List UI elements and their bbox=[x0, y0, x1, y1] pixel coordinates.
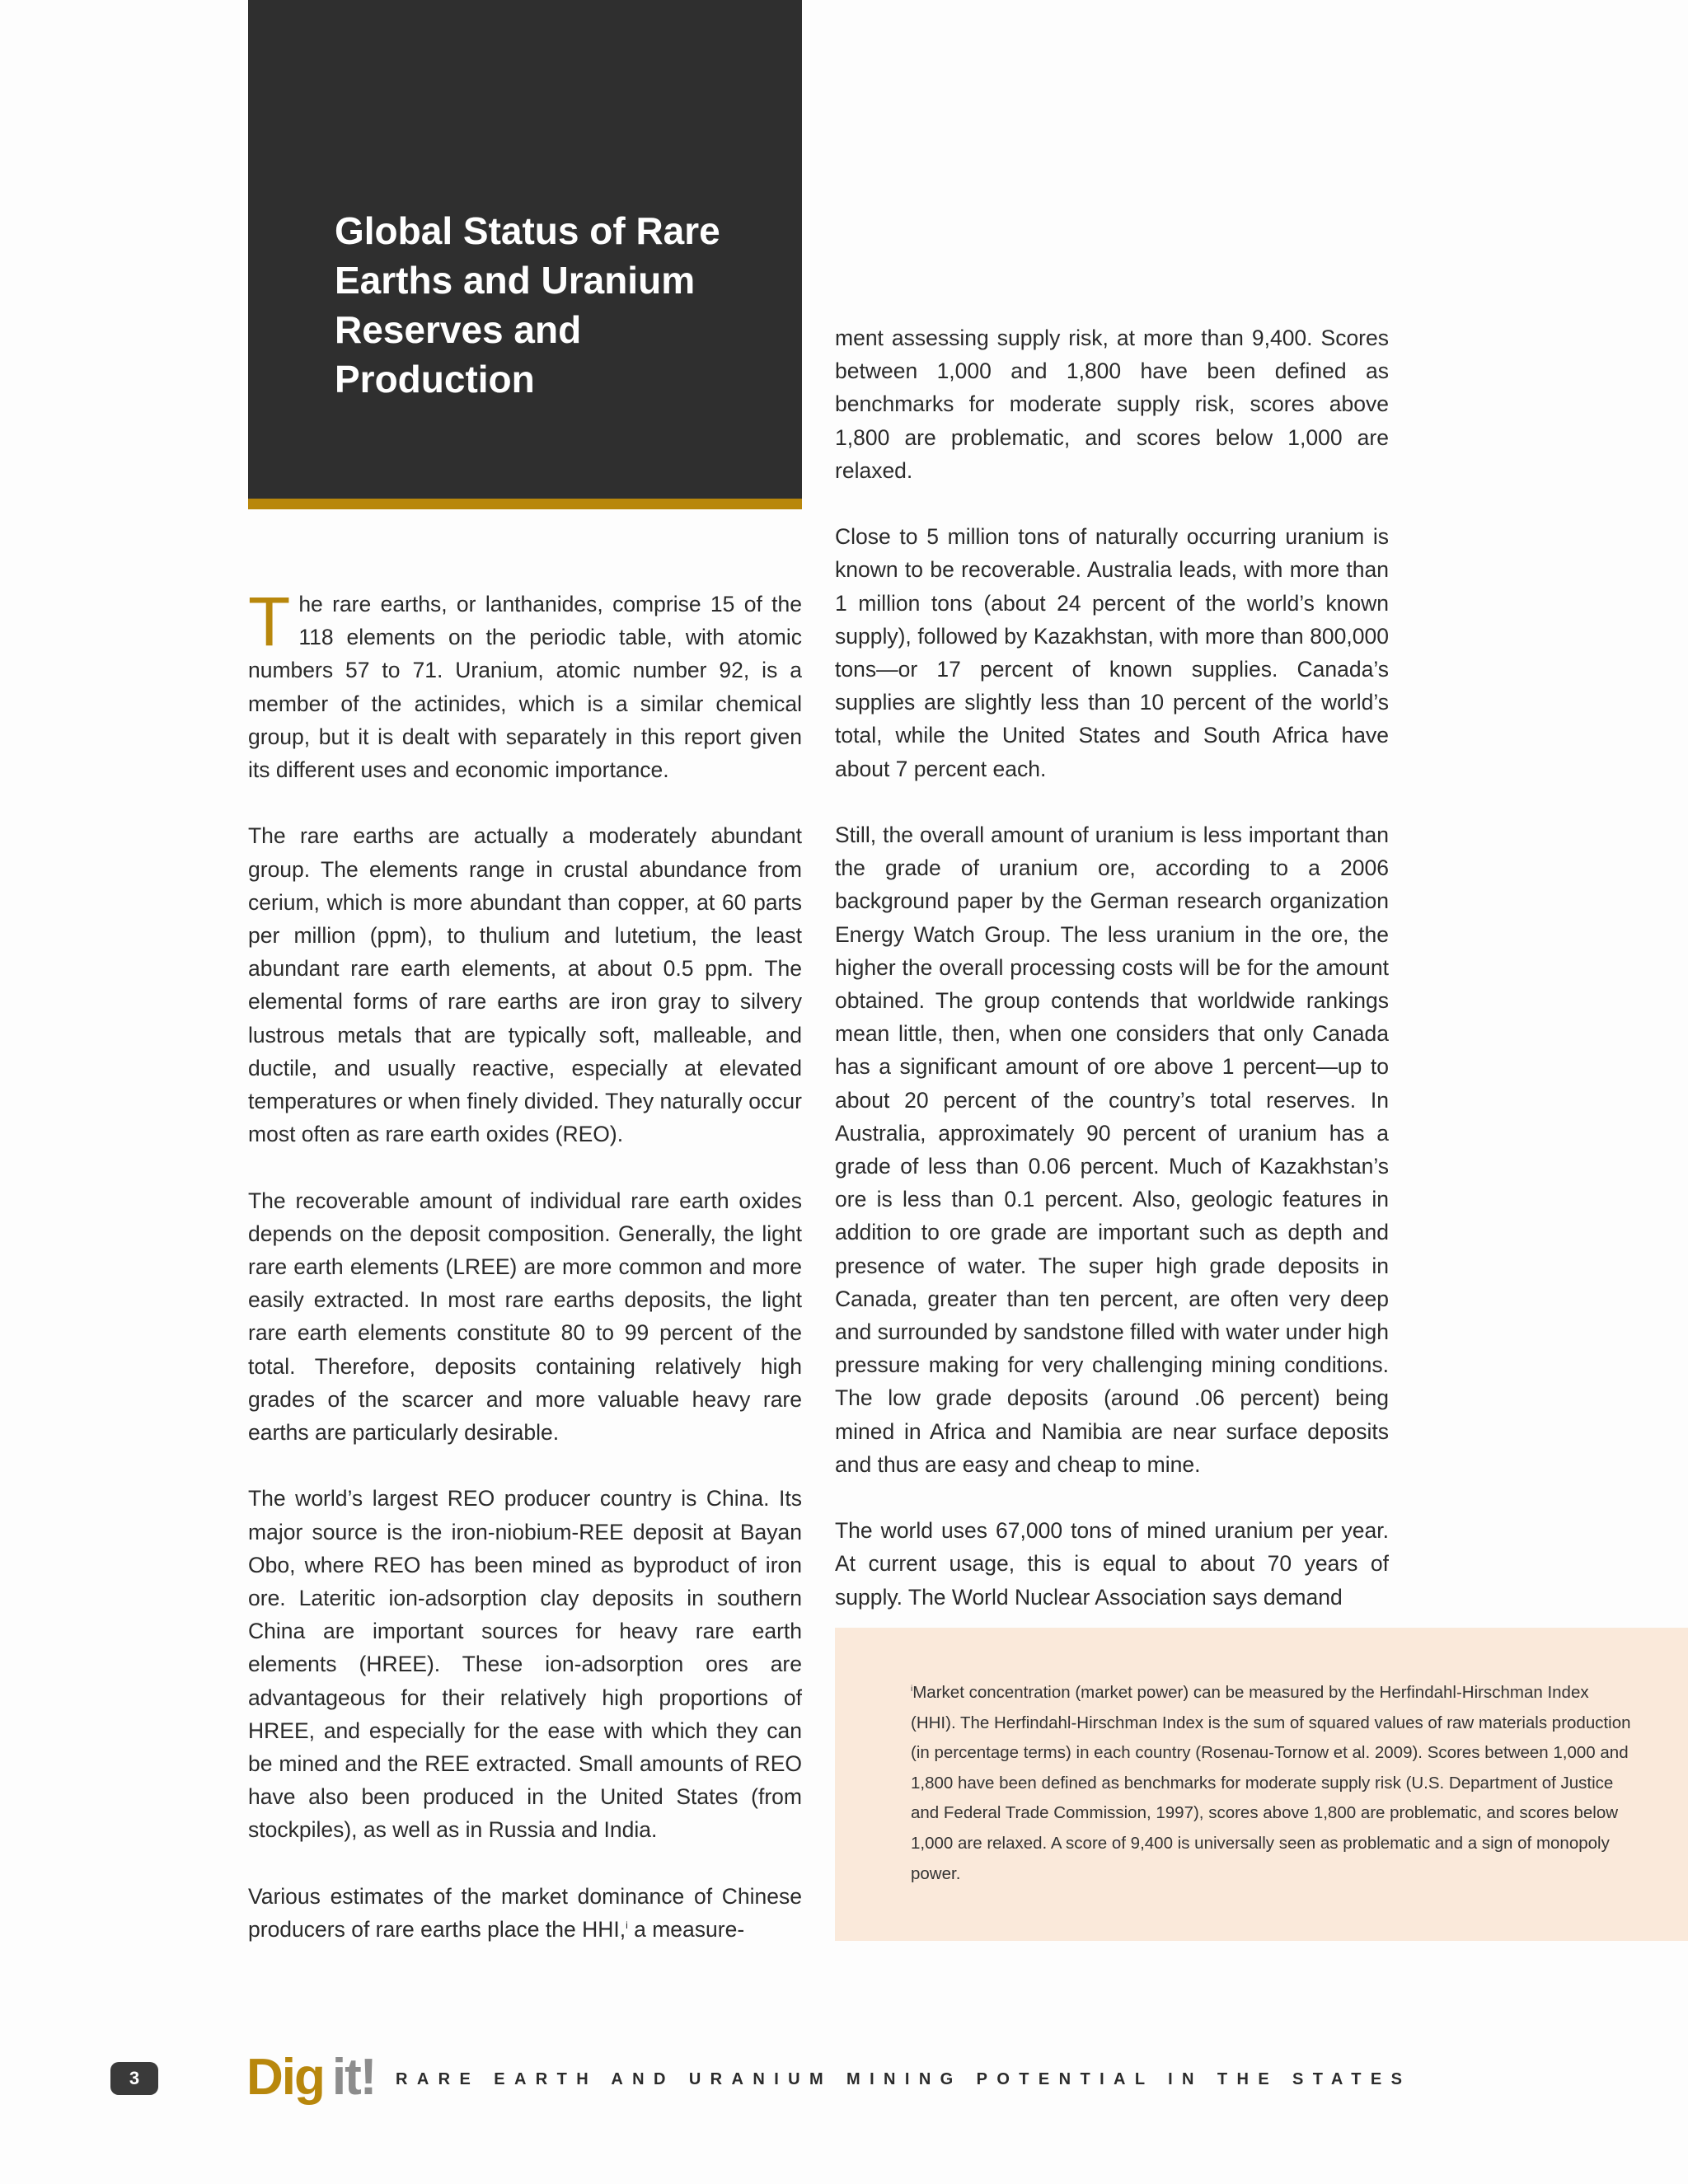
footnote-text bbox=[911, 1678, 1636, 1889]
paragraph-text: Various estimates of the market dominance of Chinese producers of rare earths place the HHI, bbox=[248, 1883, 802, 1943]
logo-it: it! bbox=[331, 2049, 376, 2106]
footer-tagline: RARE EARTH AND URANIUM MINING POTENTIAL IN THE STATES bbox=[396, 2070, 1412, 2088]
paragraph: The rare earths are actually a moderately abundant group. The elements range in crustal abundance from cerium, which is more abundant than copper, at 60 parts per million (ppm), to thulium and lutetium, the least abundant rare earth elements, at about 0.5 ppm. The elemental forms of rare earths are iron gray to silvery lustrous metals that are typically soft, malleable, and ductile, and usually reactive, especially at elevated temperatures or when finely divided. They naturally occur most often as rare earth oxides (REO). bbox=[248, 823, 802, 1147]
page-title: Global Status of Rare Earths and Uranium Reserves and Production bbox=[335, 209, 720, 401]
paragraph bbox=[248, 583, 802, 786]
dropcap: T bbox=[248, 583, 291, 660]
title-accent-bar bbox=[248, 499, 802, 509]
logo-dig: Dig bbox=[246, 2049, 324, 2106]
paragraph: ment assessing supply risk, at more than 9,400. Scores between 1,000 and 1,800 have been defined as benchmarks for moderate supply risk, scores above 1,800 are problematic, and scores below 1,000 are relaxed. bbox=[835, 326, 1389, 483]
paragraph bbox=[248, 1880, 802, 1946]
paragraph: Close to 5 million tons of naturally occurring uranium is known to be recoverable. Australia leads, with more than 1 million tons (about 24 percent of the world’s known supply), followed by Kazakhstan, with more than 800,000 tons—or 17 percent of known supplies. Canada’s supplies are slightly less than 10 percent of the world’s total, while the United States and South Africa have about 7 percent each. bbox=[835, 524, 1389, 781]
left-column bbox=[248, 583, 802, 1946]
footnote-marker[interactable]: i bbox=[626, 1919, 628, 1932]
footnote-body: Market concentration (market power) can be measured by the Herfindahl-Hirschman Index (HHI). The Herfindahl-Hirschman Index is the sum of squared values of raw materials production (in percentage terms) in each country (Rosenau-Tornow et al. 2009). Scores between 1,000 and 1,800 have been defined as benchmarks for moderate supply risk (U.S. Department of Justice and Federal Trade Commission, 1997), scores above 1,800 are problematic, and scores below 1,000 are relaxed. A score of 9,400 is universally seen as problematic and a sign of monopoly power. bbox=[911, 1683, 1631, 1883]
paragraph: The recoverable amount of individual rare earth oxides depends on the deposit composition. Generally, the light rare earth elements (LREE) are more common and more easily extracted. In most rare earths deposits, the light rare earth elements constitute 80 to 99 percent of the total. Therefore, deposits containing relatively high grades of the scarcer and more valuable heavy rare earths are particularly desirable. bbox=[248, 1188, 802, 1446]
page-number-badge: 3 bbox=[110, 2062, 158, 2095]
dig-it-logo bbox=[246, 2048, 375, 2107]
paragraph: The world uses 67,000 tons of mined uranium per year. At current usage, this is equal to about 70 years of supply. The World Nuclear Association says demand bbox=[835, 1518, 1389, 1610]
footnote-marker: i bbox=[911, 1685, 913, 1694]
paragraph: The world’s largest REO producer country is China. Its major source is the iron-niobium-REE deposit at Bayan Obo, where REO has been mined as byproduct of iron ore. Lateritic ion-adsorption clay deposits in southern China are important sources for heavy rare earth elements (HREE). These ion-adsorption ores are advantageous for their relatively high proportions of HREE, and especially for the ease with which they can be mined and the REE extracted. Small amounts of REO have also been produced in the United States (from stockpiles), as well as in Russia and India. bbox=[248, 1486, 802, 1843]
paragraph-text: a measure- bbox=[627, 1917, 745, 1943]
paragraph: Still, the overall amount of uranium is less important than the grade of uranium ore, according to a 2006 background paper by the German research organization Energy Watch Group. The less uranium in the ore, the higher the overall processing costs will be for the amount obtained. The group contends that worldwide rankings mean little, then, when one considers that only Canada has a significant amount of ore above 1 percent—up to about 20 percent of the country’s total reserves. In Australia, approximately 90 percent of uranium has a grade of less than 0.06 percent. Much of Kazakhstan’s ore is less than 0.1 percent. Also, geologic features in addition to ore grade are important such as depth and presence of water. The super high grade deposits in Canada, greater than ten percent, are often very deep and surrounded by sandstone filled with water under high pressure making for very challenging mining conditions. The low grade deposits (around .06 percent) being mined in Africa and Namibia are near surface deposits and thus are easy and cheap to mine. bbox=[835, 823, 1389, 1477]
paragraph-text: he rare earths, or lanthanides, comprise 15 of the 118 elements on the periodic table, with atomic numbers 57 to 71. Uranium, atomic number 92, is a member of the actinides, which is a similar chemical group, but it is dealt with separately in this report given its different uses and economic importance. bbox=[248, 592, 802, 783]
right-column bbox=[835, 321, 1389, 1614]
page-footer bbox=[0, 2049, 1688, 2118]
